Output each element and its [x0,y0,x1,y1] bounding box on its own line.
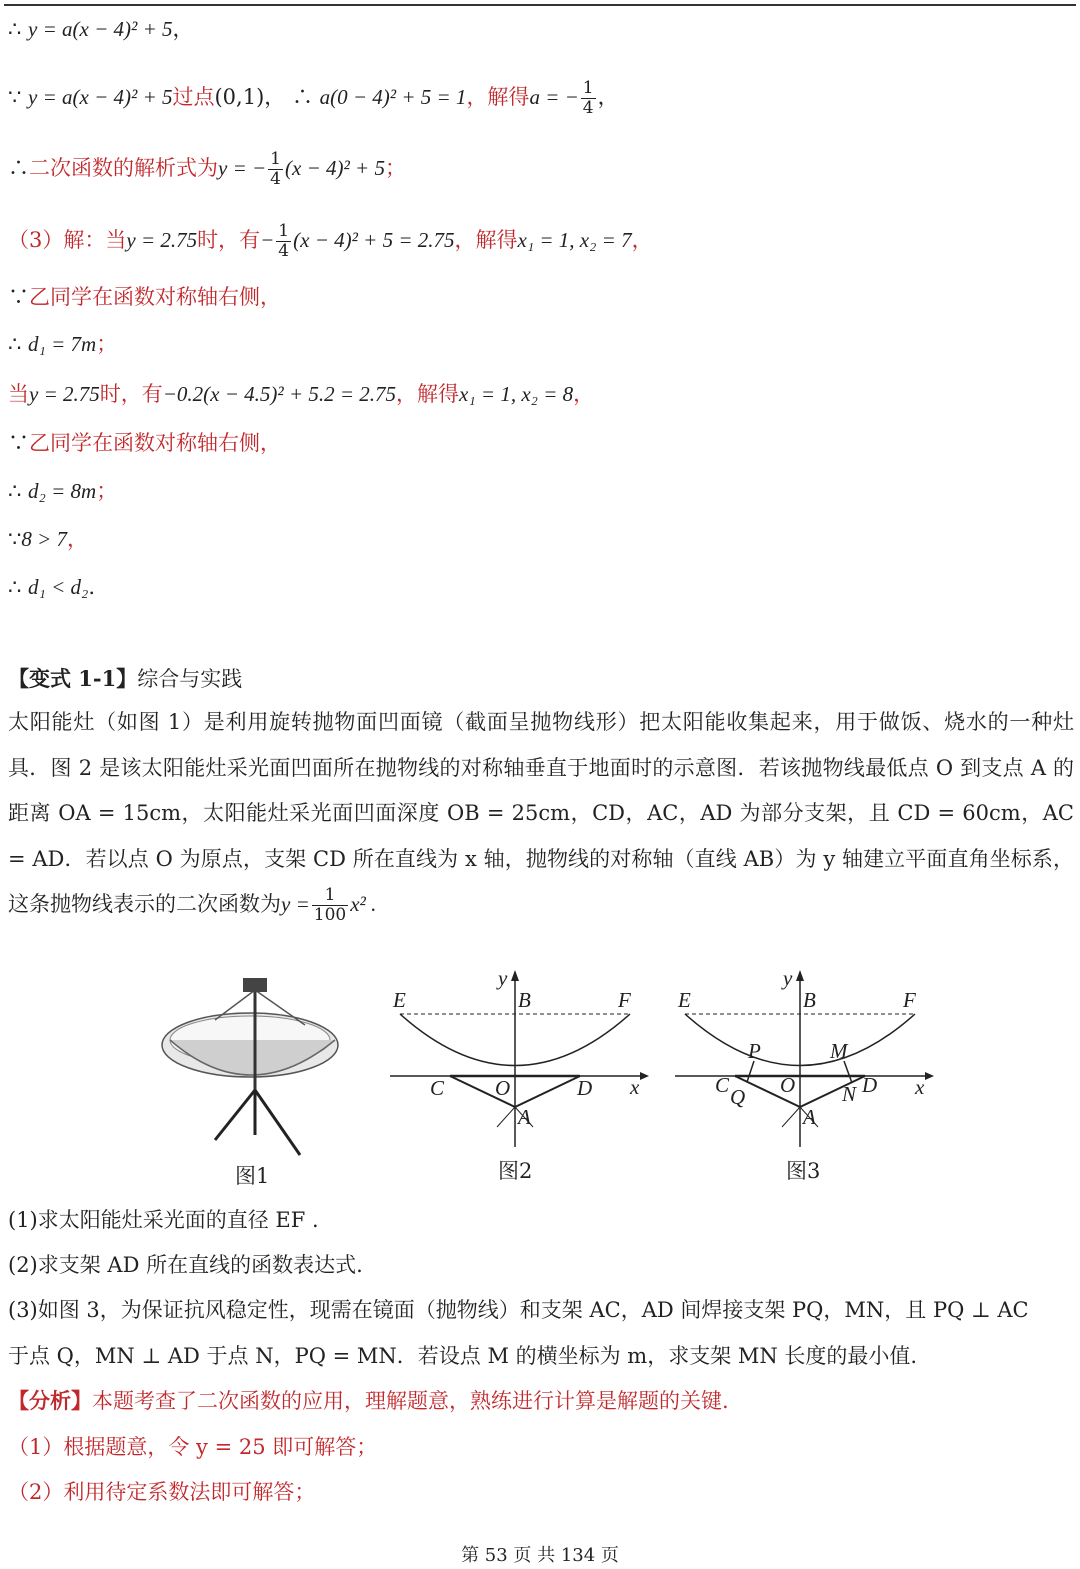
figure-1-solar-cooker [155,970,355,1170]
figure-1-caption: 图1 [235,1164,270,1188]
figure-2-caption: 图2 [498,1159,533,1183]
fig3-label-D: D [862,1073,878,1097]
analysis-item-1: （1）根据题意，令 y = 25 即可解答； [8,1435,378,1459]
figure-2-diagram [385,967,655,1167]
figures-area [150,955,950,1190]
fraction: $\frac{1}{4}$ [270,149,281,189]
fraction: $\frac{1}{4}$ [582,78,594,118]
solution-line-9: ∴ d₂ = 8m； [8,479,118,503]
fig3-label-P: P [748,1039,761,1063]
fig3-label-F: F [903,988,916,1012]
fig3-label-C: C [715,1073,730,1097]
solution-line-5: ∵乙同学在函数对称轴右侧， [8,285,281,309]
problem-heading: 【变式 1-1】综合与实践 [8,666,243,691]
fig3-label-O: O [780,1073,796,1097]
figure-3-diagram [670,967,940,1167]
fig2-label-E: E [393,988,406,1012]
fig2-label-B: B [518,988,531,1012]
question-2: (2)求支架 AD 所在直线的函数表达式. [8,1253,363,1277]
solution-line-2: ∵ y = a(x − 4)² + 5过点(0,1)， ∴ a(0 − 4)² + 5 = 1，解得a = − $\frac{1}{4}$ ， [8,78,619,118]
question-3-line-2: 于点 Q，MN ⊥ AD 于点 N，PQ = MN．若设点 M 的横坐标为 m，求支架 MN 长度的最小值. [8,1344,918,1368]
solution-line-6: ∴ d₁ = 7m； [8,332,118,356]
fig3-label-M: M [830,1039,848,1063]
solution-line-7: 当y = 2.75时，有−0.2(x − 4.5)² + 5.2 = 2.75，解得x₁ = 1, x₂ = 8， [8,382,595,406]
solution-line-3: ∴二次函数的解析式为y = − $\frac{1}{4}$ (x − 4)² + 5； [8,149,406,189]
analysis-line: 【分析】本题考查了二次函数的应用，理解题意，熟练进行计算是解题的关键. [8,1388,729,1413]
fig3-label-N: N [842,1082,857,1106]
fig3-label-Q: Q [730,1085,746,1109]
question-1: (1)求太阳能灶采光面的直径 EF . [8,1208,319,1232]
fig2-label-x: x [630,1075,640,1099]
solution-line-8: ∵乙同学在函数对称轴右侧， [8,431,281,455]
fig2-label-D: D [577,1076,593,1100]
fig3-label-x: x [915,1075,925,1099]
fig2-label-C: C [430,1076,445,1100]
page-footer: 第 53 页 共 134 页 [461,1545,619,1566]
fig3-label-B: B [803,988,816,1012]
solution-line-11: ∴ d₁ < d₂. [8,575,96,599]
fig2-label-F: F [618,988,631,1012]
fig2-label-A: A [518,1105,531,1129]
formula-fraction: $\frac{1}{100}$ [313,885,347,925]
solution-line-1: ∴ y = a(x − 4)² + 5， [8,17,194,41]
question-3-line-1: (3)如图 3，为保证抗风稳定性，现需在镜面（抛物线）和支架 AC，AD 间焊接支架 PQ，MN，且 PQ ⊥ AC [8,1298,1029,1322]
fig2-label-O: O [495,1076,511,1100]
fig2-label-y: y [498,967,508,990]
top-rule [4,4,1076,6]
solution-line-10: ∵8 > 7， [8,527,89,551]
solution-line-4: （3）解：当y = 2.75时，有− $\frac{1}{4}$ (x − 4)² + 5 = 2.75，解得x₁ = 1, x₂ = 7， [8,221,653,261]
analysis-item-2: （2）利用待定系数法即可解答； [8,1480,316,1504]
fig3-label-y: y [783,967,793,990]
figure-3-caption: 图3 [786,1159,821,1183]
problem-body: 太阳能灶（如图 1）是利用旋转抛物面凹面镜（截面呈抛物线形）把太阳能收集起来，用于做饭、烧水的一种灶具．图 2 是该太阳能灶采光面凹面所在抛物线的对称轴垂直于地面时的示意图．若该抛物线最低点 O 到支点 A 的距离 OA = 15cm，太阳能灶采光面凹面深度 OB = 25cm，CD，AC，AD 为部分支架，且 CD = 60cm，AC = AD．若以点 O 为原点，支架 CD 所在直线为 x 轴，抛物线的对称轴（直线 AB）为 y 轴建立平面直角坐标系，这条抛物线表示的二次函数为y = $\frac{1}{100}$ x² . [8,710,1074,925]
fraction: $\frac{1}{4}$ [278,221,290,261]
fig3-label-E: E [678,988,691,1012]
fig3-label-A: A [803,1105,816,1129]
